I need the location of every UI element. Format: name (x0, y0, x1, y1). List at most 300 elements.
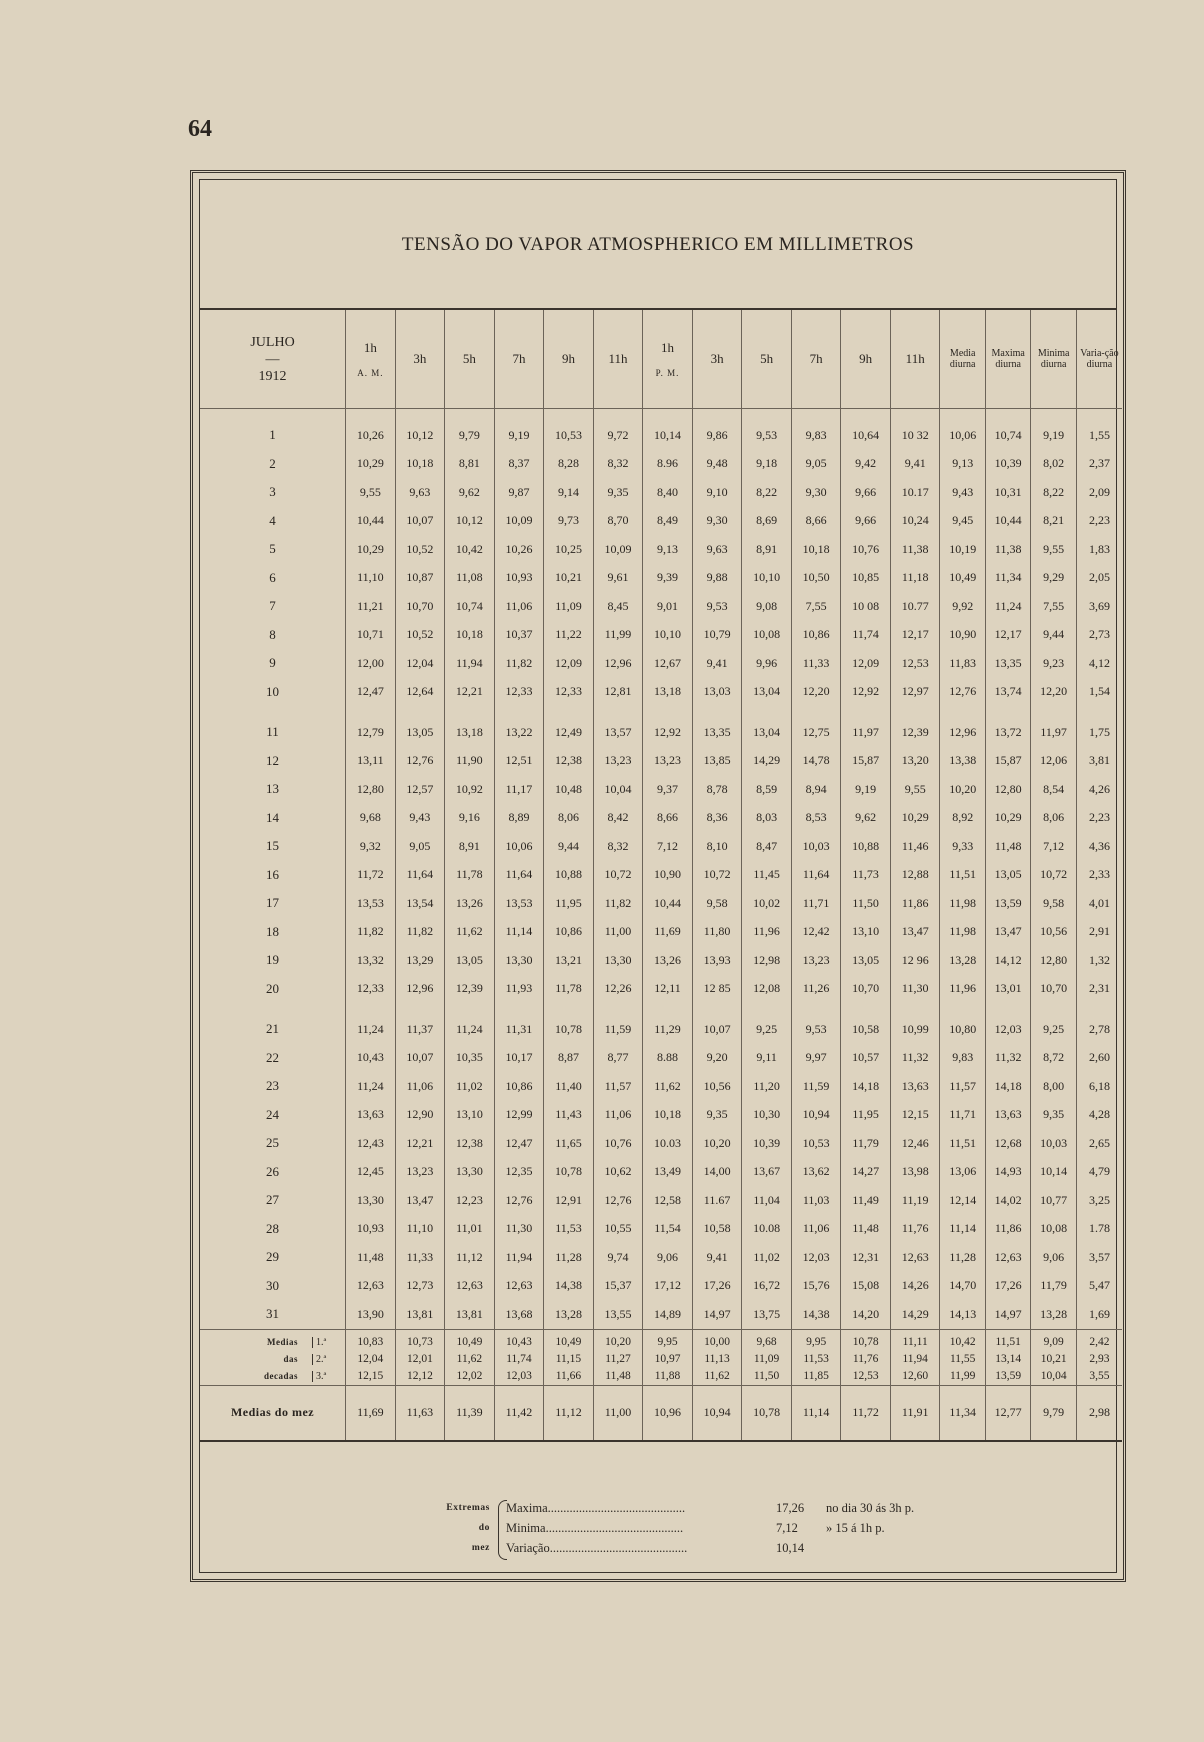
table-cell: 13,57 (593, 718, 643, 747)
day-number: 20 (266, 980, 280, 996)
table-cell: 13,05 (395, 718, 445, 747)
table-cell: 13,74 (985, 678, 1030, 707)
table-cell: 1,69 (1076, 1300, 1122, 1329)
table-cell: 4,12 (1076, 649, 1122, 678)
table-cell: 11,79 (841, 1129, 891, 1158)
table-cell: 13,18 (643, 678, 693, 707)
table-cell: 13,53 (494, 889, 544, 918)
day-number: 10 (266, 683, 280, 699)
table-cell: 14,29 (890, 1300, 940, 1329)
table-cell: 8,03 (742, 804, 792, 833)
table-cell: 11,49 (841, 1186, 891, 1215)
spacer-cell (445, 409, 495, 422)
table-cell: 10,71 (346, 621, 396, 650)
extremes-brace (498, 1500, 507, 1560)
table-cell: 4,28 (1076, 1101, 1122, 1130)
table-cell: 14,26 (890, 1272, 940, 1301)
table-row (200, 1044, 1122, 1073)
table-cell: 13,22 (494, 718, 544, 747)
table-cell: 11,26 (791, 975, 841, 1004)
table-cell: 8,70 (593, 507, 643, 536)
table-cell: 8,32 (593, 450, 643, 479)
table-cell: 12,21 (395, 1129, 445, 1158)
table-cell: 4,79 (1076, 1158, 1122, 1187)
day-number: 19 (266, 952, 280, 968)
table-cell: 8,22 (742, 478, 792, 507)
table-cell: 13,26 (445, 889, 495, 918)
table-cell: 13,21 (544, 946, 594, 975)
table-cell: 11,32 (890, 1044, 940, 1073)
table-cell: 12,12 (395, 1368, 445, 1386)
table-cell: 12,80 (346, 775, 396, 804)
table-cell: 10,07 (395, 507, 445, 536)
table-cell: 12,63 (445, 1272, 495, 1301)
table-cell: 11,82 (395, 918, 445, 947)
table-cell: 10,80 (940, 1015, 985, 1044)
table-cell: 10,29 (346, 535, 396, 564)
table-cell: 8,42 (593, 804, 643, 833)
day-number: 24 (266, 1106, 280, 1122)
table-cell: 9,33 (940, 832, 985, 861)
minima-label: Minima diurna (1037, 348, 1070, 370)
table-cell: 14,12 (985, 946, 1030, 975)
table-cell: 12,58 (643, 1186, 693, 1215)
spacer-cell (200, 706, 346, 718)
table-cell: 12,43 (346, 1129, 396, 1158)
table-cell: 10,10 (643, 621, 693, 650)
table-cell: 13,32 (346, 946, 396, 975)
table-cell: 11,86 (985, 1215, 1030, 1244)
table-cell: 11,94 (494, 1243, 544, 1272)
table-cell: 9,88 (692, 564, 742, 593)
table-cell: 9,13 (643, 535, 693, 564)
table-cell: 12,67 (643, 649, 693, 678)
table-cell: 9,29 (1031, 564, 1076, 593)
table-cell: 8,89 (494, 804, 544, 833)
table-cell: 10,86 (544, 918, 594, 947)
table-cell: 17,12 (643, 1272, 693, 1301)
day-number: 8 (269, 626, 276, 642)
hour-label: 1h (661, 339, 675, 355)
table-cell: 10,21 (544, 564, 594, 593)
table-cell: 11,33 (791, 649, 841, 678)
table-cell: 13,53 (346, 889, 396, 918)
table-cell: 10,18 (445, 621, 495, 650)
table-cell: 10,29 (346, 450, 396, 479)
spacer-row (200, 409, 1122, 422)
table-cell: 10,08 (742, 621, 792, 650)
media-label: Media diurna (949, 348, 976, 370)
table-cell: 3,69 (1076, 592, 1122, 621)
table-cell: 12,60 (890, 1368, 940, 1386)
table-cell: 12,06 (1031, 747, 1076, 776)
table-cell: 10,96 (643, 1385, 693, 1441)
table-cell: 8,00 (1031, 1072, 1076, 1101)
table-cell: 11,06 (494, 592, 544, 621)
table-cell: 11,48 (346, 1243, 396, 1272)
spacer-cell (1031, 1003, 1076, 1015)
table-cell: 8,22 (1031, 478, 1076, 507)
table-cell: 1,55 (1076, 421, 1122, 450)
table-cell: 14,38 (791, 1300, 841, 1329)
table-cell: 11,83 (940, 649, 985, 678)
table-cell: 9,06 (643, 1243, 693, 1272)
page-number: 64 (188, 116, 212, 142)
table-cell: 11,32 (985, 1044, 1030, 1073)
table-cell: 9,05 (791, 450, 841, 479)
table-cell: 12,96 (395, 975, 445, 1004)
table-cell: 10,72 (692, 861, 742, 890)
table-cell: 10,35 (445, 1044, 495, 1073)
table-cell: 12,35 (494, 1158, 544, 1187)
table-cell: 10,83 (346, 1329, 396, 1351)
month-dash: — (265, 351, 280, 367)
table-cell: 13,23 (593, 747, 643, 776)
table-cell: 11,74 (841, 621, 891, 650)
table-row (200, 564, 1122, 593)
table-cell: 9,53 (791, 1015, 841, 1044)
spacer-cell (494, 409, 544, 422)
table-cell: 13,10 (841, 918, 891, 947)
spacer-cell (985, 409, 1030, 422)
table-cell: 10,78 (544, 1158, 594, 1187)
table-cell: 9,79 (1031, 1385, 1076, 1441)
table-cell: 11,46 (890, 832, 940, 861)
spacer-cell (445, 706, 495, 718)
table-cell: 12,63 (985, 1243, 1030, 1272)
table-cell: 13,59 (985, 1368, 1030, 1386)
decade-mean-row (200, 1368, 1122, 1386)
spacer-cell (593, 409, 643, 422)
table-cell: 2,42 (1076, 1329, 1122, 1351)
table-cell: 11,93 (494, 975, 544, 1004)
table-cell: 13,55 (593, 1300, 643, 1329)
table-cell: 11,54 (643, 1215, 693, 1244)
table-cell: 11,76 (890, 1215, 940, 1244)
table-cell: 10,43 (346, 1044, 396, 1073)
table-cell: 10,55 (593, 1215, 643, 1244)
table-cell: 12,76 (494, 1186, 544, 1215)
table-cell: 10,44 (643, 889, 693, 918)
table-cell: 10,00 (692, 1329, 742, 1351)
table-cell: 4,36 (1076, 832, 1122, 861)
table-cell: 11,03 (791, 1186, 841, 1215)
table-cell: 9,63 (692, 535, 742, 564)
decade-label-cell (200, 1351, 346, 1368)
table-cell: 12,68 (985, 1129, 1030, 1158)
table-cell: 11,39 (445, 1385, 495, 1441)
table-cell: 14,97 (692, 1300, 742, 1329)
decade-ordinal: 3.ª (312, 1371, 326, 1382)
table-row (200, 775, 1122, 804)
table-cell: 11,62 (445, 1351, 495, 1368)
table-cell: 12,09 (841, 649, 891, 678)
spacer-cell (742, 1003, 792, 1015)
table-cell: 8.96 (643, 450, 693, 479)
decade-label-cell (200, 1329, 346, 1351)
decade-ordinal: 2.ª (312, 1354, 326, 1365)
table-cell: 11,59 (791, 1072, 841, 1101)
table-cell: 10,90 (940, 621, 985, 650)
table-cell: 11,10 (346, 564, 396, 593)
maxima-header (985, 310, 1030, 409)
table-cell: 9,43 (395, 804, 445, 833)
day-number: 25 (266, 1135, 280, 1151)
table-cell: 10,58 (692, 1215, 742, 1244)
maxima-note: no dia 30 ás 3h p. (826, 1501, 915, 1515)
table-cell: 13,63 (985, 1101, 1030, 1130)
table-cell: 10.17 (890, 478, 940, 507)
table-cell: 10,26 (346, 421, 396, 450)
table-cell: 11,14 (791, 1385, 841, 1441)
table-cell: 11,30 (494, 1215, 544, 1244)
table-cell: 9,68 (346, 804, 396, 833)
table-cell: 9,18 (742, 450, 792, 479)
table-row (200, 535, 1122, 564)
table-cell: 11,48 (841, 1215, 891, 1244)
table-cell: 8,36 (692, 804, 742, 833)
table-cell: 13,30 (494, 946, 544, 975)
spacer-cell (593, 706, 643, 718)
table-cell: 12,14 (940, 1186, 985, 1215)
table-cell: 14,70 (940, 1272, 985, 1301)
table-cell: 11,13 (692, 1351, 742, 1368)
table-cell: 9,11 (742, 1044, 792, 1073)
table-cell: 10,72 (593, 861, 643, 890)
table-cell: 11,06 (593, 1101, 643, 1130)
table-cell: 10,49 (940, 564, 985, 593)
table-cell: 9,19 (841, 775, 891, 804)
day-number: 28 (266, 1220, 280, 1236)
table-cell: 13,81 (395, 1300, 445, 1329)
table-cell: 8,91 (445, 832, 495, 861)
table-cell: 11,97 (1031, 718, 1076, 747)
hour-header (643, 310, 693, 409)
table-cell: 9,55 (346, 478, 396, 507)
table-cell: 13,47 (985, 918, 1030, 947)
decade-ordinal: 1.ª (312, 1337, 326, 1348)
table-cell: 9,05 (395, 832, 445, 861)
table-cell: 12,97 (890, 678, 940, 707)
table-cell: 13,98 (890, 1158, 940, 1187)
table-row (200, 1272, 1122, 1301)
table-cell: 11,64 (791, 861, 841, 890)
table-cell: 12,03 (494, 1368, 544, 1386)
table-cell: 9,97 (791, 1044, 841, 1073)
table-row (200, 975, 1122, 1004)
table-cell: 11,09 (544, 592, 594, 621)
table-cell: 9,73 (544, 507, 594, 536)
table-cell: 10.08 (742, 1215, 792, 1244)
table-cell: 10,12 (445, 507, 495, 536)
table-cell: 14,18 (985, 1072, 1030, 1101)
table-cell: 10,20 (593, 1329, 643, 1351)
table-cell: 11,24 (346, 1015, 396, 1044)
hour-label: 11h (608, 350, 628, 366)
vapor-pressure-table (200, 310, 1122, 1442)
table-cell: 12,20 (791, 678, 841, 707)
table-cell: 10,09 (494, 507, 544, 536)
table-cell: 11,82 (593, 889, 643, 918)
table-cell: 11,94 (445, 649, 495, 678)
table-row (200, 1158, 1122, 1187)
table-cell: 8,10 (692, 832, 742, 861)
table-cell: 8,49 (643, 507, 693, 536)
table-cell: 11,78 (445, 861, 495, 890)
table-cell: 13,49 (643, 1158, 693, 1187)
spacer-cell (445, 1003, 495, 1015)
table-cell: 16,72 (742, 1272, 792, 1301)
table-cell: 8,47 (742, 832, 792, 861)
table-cell: 8,77 (593, 1044, 643, 1073)
table-cell: 10,37 (494, 621, 544, 650)
table-cell: 7,12 (643, 832, 693, 861)
table-cell: 12,96 (940, 718, 985, 747)
table-cell: 11,65 (544, 1129, 594, 1158)
table-cell: 12,99 (494, 1101, 544, 1130)
table-cell: 10,03 (791, 832, 841, 861)
decade-label-cell (200, 1368, 346, 1386)
spacer-cell (791, 409, 841, 422)
table-cell: 1,54 (1076, 678, 1122, 707)
table-cell: 12,90 (395, 1101, 445, 1130)
table-cell: 11,66 (544, 1368, 594, 1386)
spacer-cell (692, 409, 742, 422)
table-cell: 13,54 (395, 889, 445, 918)
table-cell: 9,55 (890, 775, 940, 804)
table-cell: 11,69 (643, 918, 693, 947)
decade-label: Medias (267, 1337, 298, 1347)
table-cell: 12,11 (643, 975, 693, 1004)
day-number: 27 (266, 1192, 280, 1208)
table-cell: 11,12 (544, 1385, 594, 1441)
extremes-label: mez (471, 1543, 490, 1553)
spacer-cell (544, 706, 594, 718)
table-cell: 13,35 (692, 718, 742, 747)
spacer-cell (692, 706, 742, 718)
month-mean-row (200, 1385, 1122, 1441)
table-cell: 12,63 (890, 1243, 940, 1272)
table-cell: 9,55 (1031, 535, 1076, 564)
extremes-label: Extremas (446, 1503, 490, 1513)
table-cell: 9,13 (940, 450, 985, 479)
dot-leader: ............................................ (547, 1501, 686, 1515)
variacao-value: 10,14 (776, 1541, 805, 1555)
table-cell: 8,21 (1031, 507, 1076, 536)
spacer-cell (643, 1003, 693, 1015)
spacer-cell (544, 409, 594, 422)
table-cell: 11,29 (643, 1015, 693, 1044)
table-cell: 8,53 (791, 804, 841, 833)
table-cell: 12,01 (395, 1351, 445, 1368)
table-cell: 11,02 (445, 1072, 495, 1101)
table-cell: 11,19 (890, 1186, 940, 1215)
spacer-cell (643, 409, 693, 422)
table-cell: 11,50 (742, 1368, 792, 1386)
table-cell: 10,49 (544, 1329, 594, 1351)
table-cell: 12,08 (742, 975, 792, 1004)
table-cell: 10,49 (445, 1329, 495, 1351)
table-cell: 8,59 (742, 775, 792, 804)
spacer-cell (494, 706, 544, 718)
spacer-cell (692, 1003, 742, 1015)
table-cell: 10,85 (841, 564, 891, 593)
table-cell: 10.03 (643, 1129, 693, 1158)
table-cell: 12,57 (395, 775, 445, 804)
table-cell: 8,32 (593, 832, 643, 861)
table-cell: 13,05 (841, 946, 891, 975)
table-row (200, 804, 1122, 833)
table-cell: 12,17 (890, 621, 940, 650)
table-cell: 9,35 (692, 1101, 742, 1130)
table-cell: 10,07 (692, 1015, 742, 1044)
table-cell: 11,15 (544, 1351, 594, 1368)
spacer-cell (742, 409, 792, 422)
pm-label: P. M. (655, 367, 680, 378)
table-cell: 10,26 (494, 535, 544, 564)
table-cell: 10,53 (544, 421, 594, 450)
table-cell: 9,96 (742, 649, 792, 678)
table-cell: 11,71 (791, 889, 841, 918)
table-cell: 13,26 (643, 946, 693, 975)
day-number: 12 (266, 752, 280, 768)
table-cell: 11,43 (544, 1101, 594, 1130)
table-cell: 11,51 (940, 861, 985, 890)
table-cell: 11,28 (544, 1243, 594, 1272)
table-cell: 10,25 (544, 535, 594, 564)
table-cell: 8,45 (593, 592, 643, 621)
table-cell: 10 32 (890, 421, 940, 450)
spacer-cell (985, 706, 1030, 718)
table-cell: 9,25 (1031, 1015, 1076, 1044)
spacer-cell (841, 1003, 891, 1015)
table-cell: 11,72 (346, 861, 396, 890)
spacer-cell (395, 1003, 445, 1015)
table-cell: 2,09 (1076, 478, 1122, 507)
table-cell: 12,20 (1031, 678, 1076, 707)
table-cell: 10,39 (985, 450, 1030, 479)
table-cell: 10,04 (593, 775, 643, 804)
month-header (200, 310, 346, 409)
table-row (200, 592, 1122, 621)
table-cell: 10,42 (445, 535, 495, 564)
table-cell: 10,44 (985, 507, 1030, 536)
hour-header (742, 310, 792, 409)
table-row (200, 621, 1122, 650)
hour-header (445, 310, 495, 409)
table-cell: 14,78 (791, 747, 841, 776)
table-cell: 11,95 (841, 1101, 891, 1130)
table-frame (190, 170, 1126, 1582)
table-cell: 4,01 (1076, 889, 1122, 918)
table-cell: 11,88 (643, 1368, 693, 1386)
table-row (200, 478, 1122, 507)
table-row (200, 1072, 1122, 1101)
table-cell: 10,50 (791, 564, 841, 593)
table-cell: 11,99 (593, 621, 643, 650)
table-cell: 10,87 (395, 564, 445, 593)
table-cell: 12,33 (494, 678, 544, 707)
hour-label: 9h (561, 350, 575, 366)
table-cell: 2,78 (1076, 1015, 1122, 1044)
table-cell: 10,78 (742, 1385, 792, 1441)
spacer-cell (791, 706, 841, 718)
table-cell: 13,04 (742, 718, 792, 747)
table-cell: 11,24 (445, 1015, 495, 1044)
table-cell: 11,21 (346, 592, 396, 621)
table-cell: 11,95 (544, 889, 594, 918)
spacer-cell (1076, 409, 1122, 422)
